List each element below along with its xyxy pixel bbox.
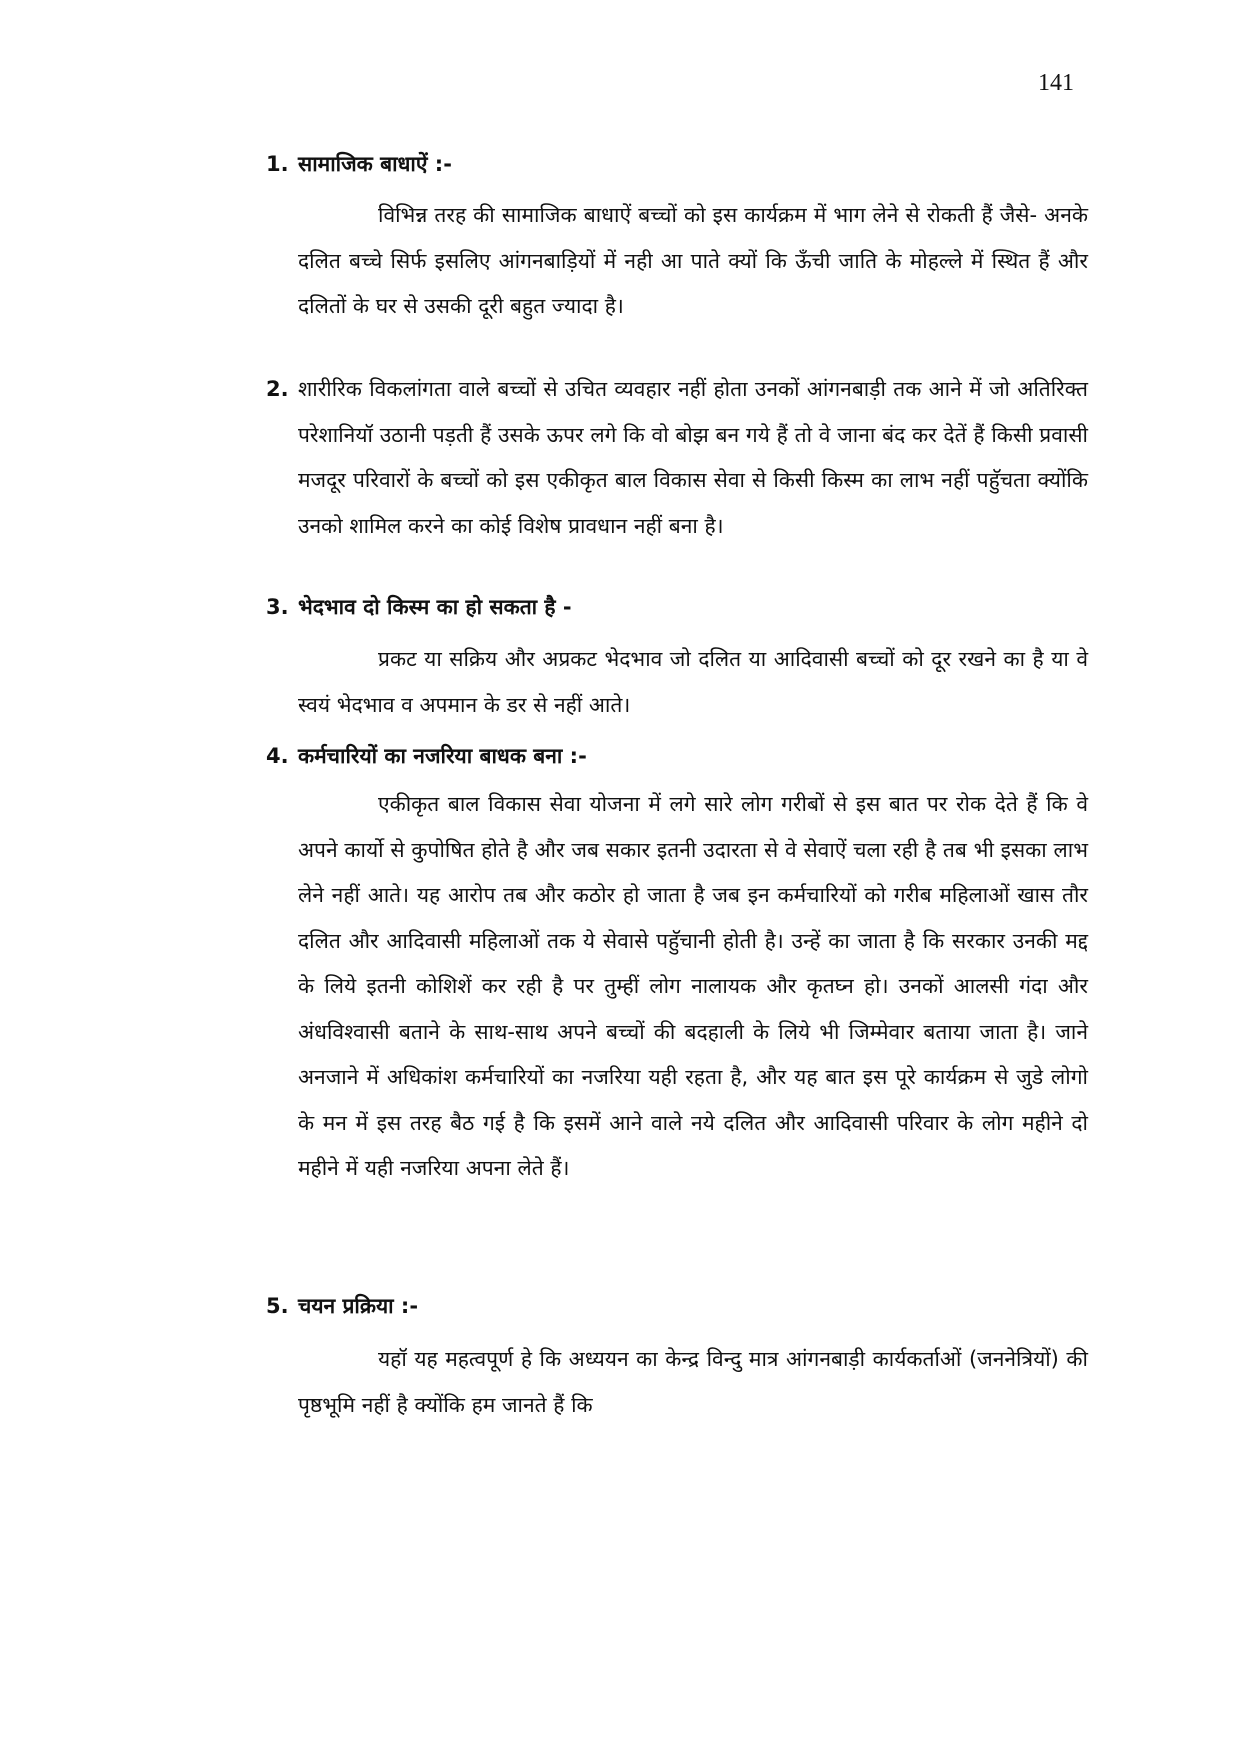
page-number: 141 bbox=[1038, 70, 1074, 96]
section-number: 3. bbox=[266, 595, 289, 619]
section-5-heading bbox=[266, 1292, 418, 1320]
paragraph-text: यहॉ यह महत्वपूर्ण हे कि अध्ययन का केन्द्र विन्दु मात्र आंगनबाड़ी कार्यकर्ताओं (जननेत्रियों) की पृष्ठभूमि नहीं है क्योंकि हम जानते हैं कि bbox=[298, 1347, 1088, 1417]
section-3-paragraph bbox=[298, 637, 1088, 728]
section-title: भेदभाव दो किस्म का हो सकता है - bbox=[298, 595, 572, 619]
section-5-paragraph bbox=[298, 1337, 1088, 1428]
section-title: सामाजिक बाधाऐं :- bbox=[298, 152, 452, 176]
section-number: 2. bbox=[266, 377, 289, 401]
section-2 bbox=[266, 367, 1088, 549]
section-number: 4. bbox=[266, 744, 289, 768]
paragraph-text: विभिन्न तरह की सामाजिक बाधाऐं बच्चों को इस कार्यक्रम में भाग लेने से रोकती हैं जैसे- अनके दलित बच्चे सिर्फ इसलिए आंगनबाड़ियों में नही आ पाते क्यों कि ऊँची जाति के मोहल्ले में स्थित हैं और दलितों के घर से उसकी दूरी बहुत ज्यादा है। bbox=[298, 203, 1088, 318]
paragraph-text: शारीरिक विकलांगता वाले बच्चों से उचित व्यवहार नहीं होता उनकों आंगनबाड़ी तक आने में जो अतिरिक्त परेशानियॉ उठानी पड़ती हैं उसके ऊपर लगे कि वो बोझ बन गये हैं तो वे जाना बंद कर देतें हैं किसी प्रवासी मजदूर परिवारों के बच्चों को इस एकीकृत बाल विकास सेवा से किसी किस्म का लाभ नहीं पहुॅचता क्योंकि उनको शामिल करने का कोई विशेष प्रावधान नहीं बना है। bbox=[298, 377, 1088, 538]
section-title: कर्मचारियों का नजरिया बाधक बना :- bbox=[298, 744, 587, 768]
section-1-paragraph bbox=[298, 193, 1088, 330]
section-number: 1. bbox=[266, 152, 289, 176]
paragraph-text: एकीकृत बाल विकास सेवा योजना में लगे सारे लोग गरीबों से इस बात पर रोक देते हैं कि वे अपने कार्यो से कुपोषित होते है और जब सकार इतनी उदारता से वे सेवाऐं चला रही है तब भी इसका लाभ लेने नहीं आते। यह आरोप तब और कठोर हो जाता है जब इन कर्मचारियों को गरीब महिलाओं खास तौर दलित और आदिवासी महिलाओं तक ये सेवासे पहुॅचानी होती है। उन्हें का जाता है कि सरकार उनकी मद्द के लिये इतनी कोशिशें कर रही है पर तुम्हीं लोग नालायक और कृतघ्न हो। उनकों आलसी गंदा और अंधविश्वासी बताने के साथ-साथ अपने बच्चों की बदहाली के लिये भी जिम्मेवार बताया जाता है। जाने अनजाने में अधिकांश कर्मचारियों का नजरिया यही रहता है, और यह बात इस पूरे कार्यक्रम से जुडे लोगो के मन में इस तरह बैठ गई है कि इसमें आने वाले नये दलित और आदिवासी परिवार के लोग महीने दो महीने में यही नजरिया अपना लेते हैं। bbox=[298, 792, 1088, 1180]
section-number: 5. bbox=[266, 1294, 289, 1318]
paragraph-text: प्रकट या सक्रिय और अप्रकट भेदभाव जो दलित या आदिवासी बच्चों को दूर रखने का है या वे स्वयं भेदभाव व अपमान के डर से नहीं आते। bbox=[298, 647, 1088, 717]
section-1-heading bbox=[266, 150, 452, 178]
section-4-heading bbox=[266, 742, 587, 770]
section-3-heading bbox=[266, 593, 572, 621]
section-4-paragraph bbox=[298, 782, 1088, 1192]
section-title: चयन प्रक्रिया :- bbox=[298, 1294, 419, 1318]
